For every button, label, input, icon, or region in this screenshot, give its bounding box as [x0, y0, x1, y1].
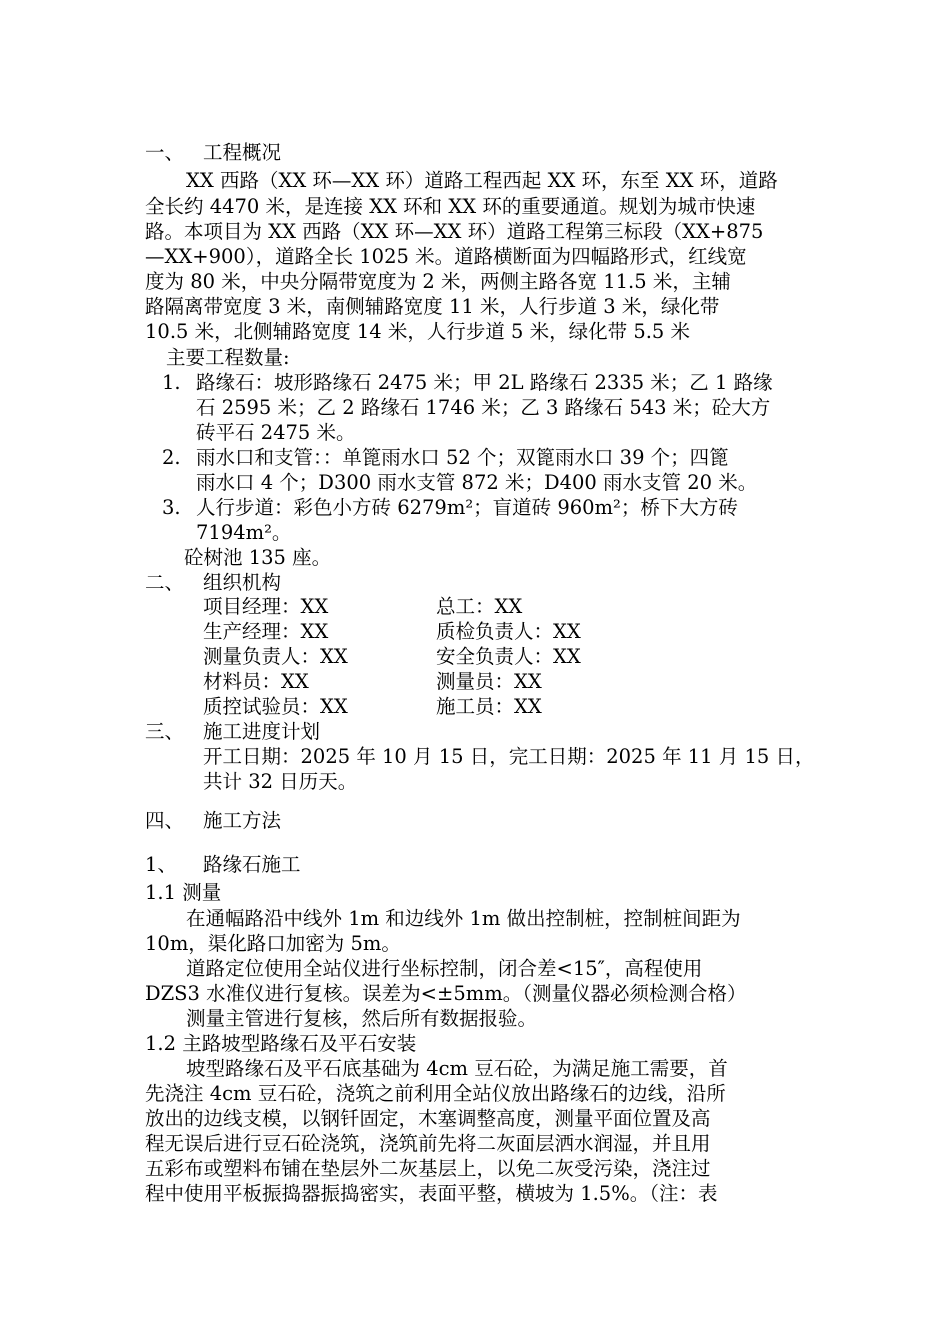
tree-pits-line: 砼树池 135 座。 [184, 546, 332, 569]
paragraph-line: 放出的边线支模，以钢钎固定，木塞调整高度，测量平面位置及高 [145, 1107, 711, 1130]
list-item-line: 雨水口和支管：：单篦雨水口 52 个；双篦雨水口 39 个；四篦 [196, 446, 729, 469]
schedule-line: 开工日期：2025 年 10 月 15 日，完工日期：2025 年 11 月 15 日， [203, 745, 815, 768]
org-left: 测量负责人：XX [203, 645, 348, 668]
section-heading-overview [145, 140, 281, 165]
paragraph-line: 路隔离带宽度 3 米，南侧辅路宽度 11 米，人行步道 3 米，绿化带 [145, 295, 720, 318]
paragraph-line: 五彩布或塑料布铺在垫层外二灰基层上，以免二灰受污染，浇注过 [145, 1157, 711, 1180]
list-item-number: 3. [162, 496, 181, 519]
paragraph-line: 全长约 4470 米，是连接 XX 环和 XX 环的重要通道。规划为城市快速 [145, 195, 756, 218]
section-number: 三、 [145, 720, 185, 743]
heading-1-2: 1.2 主路坡型路缘石及平石安装 [145, 1032, 417, 1055]
paragraph-line: XX 西路（XX 环—XX 环）道路工程西起 XX 环，东至 XX 环，道路 [186, 169, 778, 192]
paragraph-line: 道路定位使用全站仪进行坐标控制，闭合差<15″，高程使用 [186, 957, 703, 980]
paragraph-line: DZS3 水准仪进行复核。误差为<±5mm。（测量仪器必须检测合格） [145, 982, 747, 1005]
org-left: 质控试验员：XX [203, 695, 348, 718]
subsection-title: 路缘石施工 [203, 853, 301, 876]
paragraph-line: 先浇注 4cm 豆石砼，浇筑之前利用全站仪放出路缘石的边线，沿所 [145, 1082, 726, 1105]
list-item-number: 1. [162, 371, 181, 394]
schedule-line: 共计 32 日历天。 [203, 770, 358, 793]
org-right: 安全负责人：XX [436, 645, 581, 668]
list-item-line: 人行步道：彩色小方砖 6279m²；盲道砖 960m²；桥下大方砖 [196, 496, 738, 519]
subsection-number: 1、 [145, 853, 177, 876]
list-item-line: 砖平石 2475 米。 [196, 421, 356, 444]
paragraph-line: 坡型路缘石及平石底基础为 4cm 豆石砼，为满足施工需要，首 [186, 1057, 728, 1080]
paragraph-line: —XX+900），道路全长 1025 米。道路横断面为四幅路形式，红线宽 [145, 245, 747, 268]
subsection-heading [145, 852, 301, 877]
quantities-heading: 主要工程数量: [166, 346, 290, 369]
list-item-number: 2. [162, 446, 181, 469]
list-item-line: 路缘石：坡形路缘石 2475 米；甲 2L 路缘石 2335 米；乙 1 路缘 [196, 371, 773, 394]
section-number: 一、 [145, 141, 185, 164]
list-item-line: 石 2595 米；乙 2 路缘石 1746 米；乙 3 路缘石 543 米；砼大方 [196, 396, 771, 419]
section-title: 组织机构 [203, 571, 282, 594]
org-right: 施工员：XX [436, 695, 542, 718]
org-left: 材料员：XX [203, 670, 309, 693]
org-left: 项目经理：XX [203, 595, 329, 618]
paragraph-line: 度为 80 米，中央分隔带宽度为 2 米，两侧主路各宽 11.5 米，主辅 [145, 270, 731, 293]
list-item-line: 雨水口 4 个；D300 雨水支管 872 米；D400 雨水支管 20 米。 [196, 471, 758, 494]
paragraph-line: 路。本项目为 XX 西路（XX 环—XX 环）道路工程第三标段（XX+875 [145, 220, 764, 243]
section-number: 二、 [145, 571, 185, 594]
section-title: 施工方法 [203, 809, 282, 832]
section-number: 四、 [145, 809, 185, 832]
paragraph-line: 10.5 米，北侧辅路宽度 14 米，人行步道 5 米，绿化带 5.5 米 [145, 320, 691, 343]
paragraph-line: 10m，渠化路口加密为 5m。 [145, 932, 401, 955]
section-heading-methods [145, 808, 281, 833]
section-title: 工程概况 [203, 141, 282, 164]
paragraph-line: 程中使用平板振捣器振捣密实，表面平整，横坡为 1.5%。（注：表 [145, 1182, 718, 1205]
list-item-line: 7194m²。 [196, 521, 292, 544]
section-heading-organization [145, 570, 281, 595]
paragraph-line: 在通幅路沿中线外 1m 和边线外 1m 做出控制桩，控制桩间距为 [186, 907, 741, 930]
org-right: 质检负责人：XX [436, 620, 581, 643]
section-title: 施工进度计划 [203, 720, 321, 743]
section-heading-schedule [145, 719, 320, 744]
org-right: 总工：XX [436, 595, 523, 618]
heading-1-1: 1.1 测量 [145, 881, 222, 904]
paragraph-line: 程无误后进行豆石砼浇筑，浇筑前先将二灰面层洒水润湿，并且用 [145, 1132, 711, 1155]
org-left: 生产经理：XX [203, 620, 329, 643]
org-right: 测量员：XX [436, 670, 542, 693]
paragraph-line: 测量主管进行复核，然后所有数据报验。 [186, 1007, 538, 1030]
